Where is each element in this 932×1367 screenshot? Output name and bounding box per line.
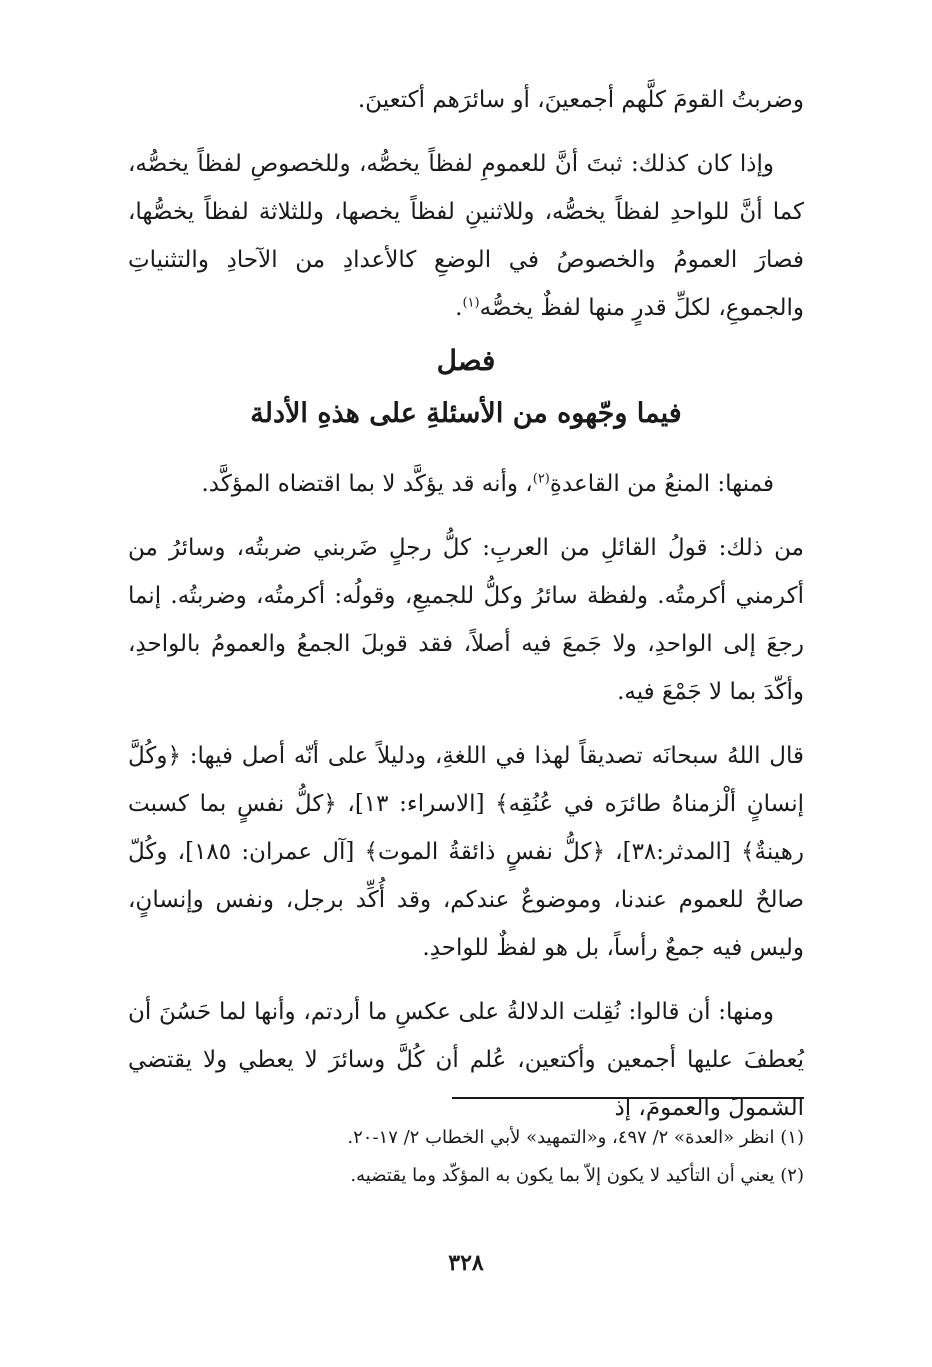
paragraph-3-end: ، وأنه قد يؤكَّد لا بما اقتضاه المؤكَّد. — [201, 471, 533, 497]
paragraph-2-text: وإذا كان كذلك: ثبتَ أنَّ للعمومِ لفظاً يخصُّه، وللخصوصِ لفظاً يخصُّه، كما أنَّ للواحدِ لفظاً يخصُّه، وللاثنينِ لفظاً يخصها، وللثلاثة لفظاً يخصُّها، فصارَ العمومُ والخصوصُ في الوضعِ كالأعدادِ من الآحادِ والتثنياتِ والجموعِ، لكلِّ قدرٍ منها لفظٌ يخصُّه — [128, 151, 804, 321]
section-subtitle: فيما وجّهوه من الأسئلةِ على هذهِ الأدلة — [250, 398, 682, 429]
section-heading: فصل — [436, 344, 496, 377]
paragraph-2 — [128, 140, 804, 332]
footnote-ref-1[interactable]: (١) — [462, 295, 480, 311]
body-text-top — [128, 76, 804, 332]
paragraph-2-end: . — [455, 295, 463, 321]
paragraph-5: قال اللهُ سبحانَه تصديقاً لهذا في اللغةِ، ودليلاً على أنّه أصل فيها: ﴿وكُلَّ إنسانٍ ألْزمناهُ طائرَه في عُنُقِه﴾ [الاسراء: ١٣]، ﴿كلُّ نفسٍ بما كسبت رهينةٌ﴾ [المدثر:٣٨]، ﴿كلُّ نفسٍ ذائقةُ الموت﴾ [آل عمران: ١٨٥]، وكُلّ صالحٌ للعموم عندنا، وموضوعٌ عندكم، وقد أُكِّد برجل، ونفس وإنسانٍ، وليس فيه جمعٌ رأساً، بل هو لفظٌ للواحدِ. — [128, 743, 804, 961]
paragraph-3-text: فمنها: المنعُ من القاعدةِ — [549, 471, 774, 497]
footnote-2: (٢) يعني أن التأكيد لا يكون إلاّ بما يكون به المؤكّد وما يقتضيه. — [350, 1165, 804, 1186]
footnote-ref-2[interactable]: (٢) — [532, 471, 550, 487]
paragraph-6: ومنها: أن قالوا: نُقِلت الدلالةُ على عكسِ ما أردتم، وأنها لما حَسُنَ أن يُعطفَ عليها أجمعين وأكتعين، عُلم أن كُلَّ وسائرَ لا يعطي ولا يقتضي الشمولَ والعمومَ، إذ — [128, 999, 804, 1121]
paragraph-4: من ذلك: قولُ القائلِ من العربِ: كلُّ رجلٍ ضَربني ضربتُه، وسائرُ من أكرمني أكرمتُه. ولفظة سائرُ وكلُّ للجميعِ، وقولُه: أكرمتُه، وضربتُه. إنما رجعَ إلى الواحدِ، ولا جَمعَ فيه أصلاً، فقد قوبلَ الجمعُ والعمومُ بالواحدِ، وأكّدَ بما لا جَمْعَ فيه. — [128, 535, 804, 705]
paragraph-1: وضربتُ القومَ كلَّهم أجمعينَ، أو سائرَهم أكتعينَ. — [357, 87, 804, 113]
body-text-main — [128, 460, 804, 1132]
footnote-divider — [452, 1097, 804, 1099]
paragraph-3 — [128, 460, 804, 508]
page-number: ٣٢٨ — [448, 1250, 484, 1276]
footnote-1: (١) انظر «العدة» ٢/ ٤٩٧، و«التمهيد» لأبي الخطاب ٢/ ١٧-٢٠. — [347, 1127, 804, 1148]
